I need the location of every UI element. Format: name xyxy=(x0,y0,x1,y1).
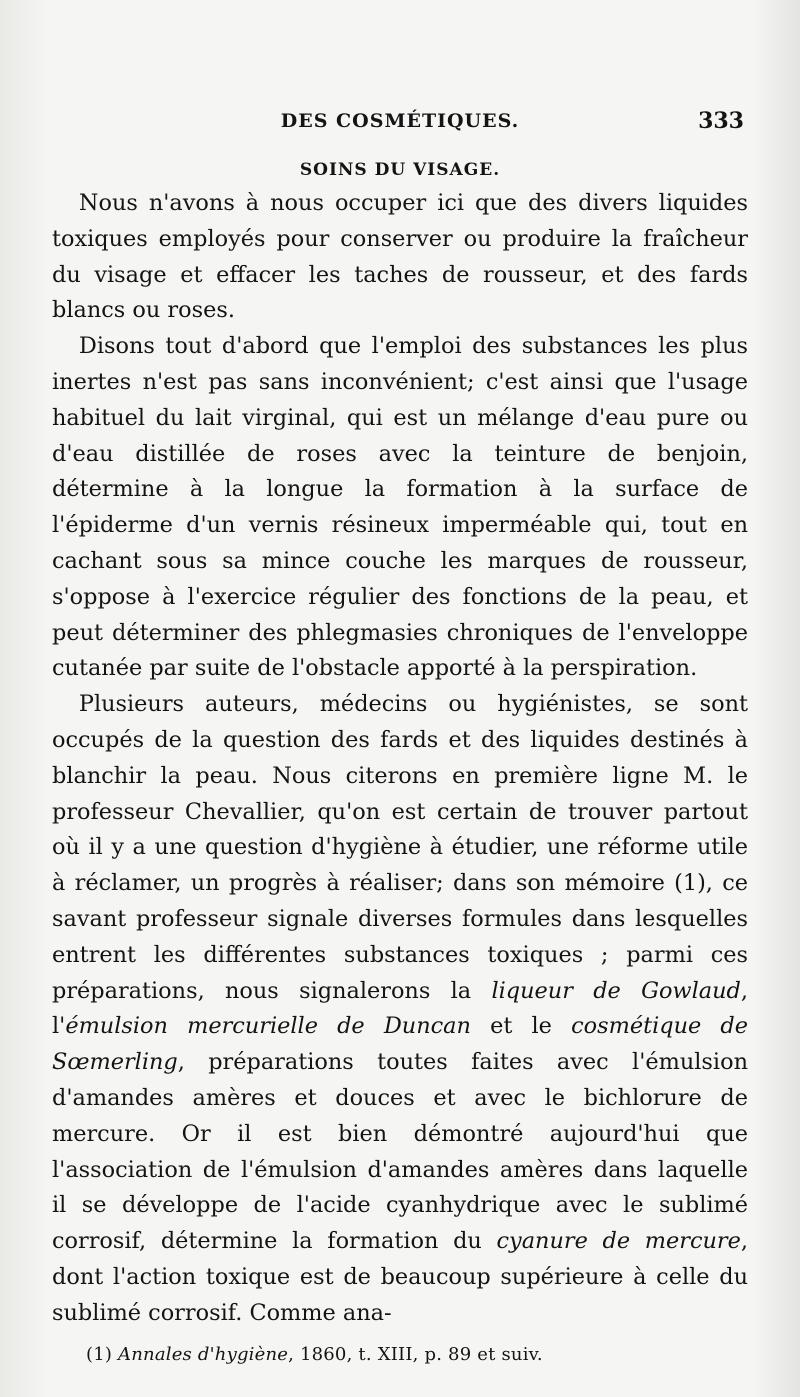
italic-run: cyanure de mercure xyxy=(496,1228,741,1255)
text-run: , préparations toutes faites avec l'émulsion d'amandes amères et douces et avec le bichlorure de mercure. Or il est bien démontré aujourd'hui que l'association de l'émulsion d'amandes amères dans laquelle il se développe de l'acide cyanhydrique avec le sublimé corrosif, détermine la formation du xyxy=(52,1049,748,1255)
text-run: Plusieurs auteurs, médecins ou hygiénistes, se sont occupés de la question des fards et des liquides destinés à blanchir la peau. Nous citerons en première ligne M. le professeur Chevallier, qu'on est certain de trouver partout où il y a une question d'hygiène à étudier, une réforme utile à réclamer, un progrès à réaliser; dans son mémoire (1), ce savant professeur signale diverses formules dans lesquelles entrent les différentes substances toxiques ; parmi ces préparations, nous signalerons la xyxy=(52,691,748,1004)
paragraph-2: Disons tout d'abord que l'emploi des substances les plus inertes n'est pas sans inconvénient; c'est ainsi que l'usage habituel du lait virginal, qui est un mélange d'eau pure ou d'eau distillée de roses avec la teinture de benjoin, détermine à la longue la formation à la surface de l'épiderme d'un vernis résineux imperméable qui, tout en cachant sous sa mince couche les marques de rousseur, s'oppose à l'exercice régulier des fonctions de la peau, et peut déterminer des phlegmasies chroniques de l'enveloppe cutanée par suite de l'obstacle apporté à la perspiration. xyxy=(52,333,748,682)
running-head: DES COSMÉTIQUES. xyxy=(280,110,520,132)
paragraph-3 xyxy=(52,687,748,1331)
text-run: et le xyxy=(470,1013,572,1040)
page-header xyxy=(52,104,748,140)
italic-run: cosmétique de Sœmerling xyxy=(52,1013,748,1076)
italic-run: liqueur de Gowlaud xyxy=(491,977,741,1004)
footnote-reference: , 1860, t. XIII, p. 89 et suiv. xyxy=(288,1343,543,1365)
page-number: 333 xyxy=(698,108,744,134)
section-title: SOINS DU VISAGE. xyxy=(299,160,501,180)
body-text xyxy=(52,186,748,1332)
footnote xyxy=(52,1344,748,1365)
paragraph-1: Nous n'avons à nous occuper ici que des divers liquides toxiques employés pour conserver ou produire la fraîcheur du visage et effacer les taches de rousseur, et des fards blancs ou roses. xyxy=(52,190,748,324)
footnote-marker: (1) xyxy=(86,1343,113,1365)
text-run: , dont l'action toxique est de beaucoup supérieure à celle du sublimé corrosif. Comme ana- xyxy=(52,1228,748,1326)
text-run: , l' xyxy=(52,977,748,1040)
footnote-source-title: Annales d'hygiène xyxy=(118,1343,289,1365)
italic-run: émulsion mercurielle de Duncan xyxy=(65,1013,471,1040)
